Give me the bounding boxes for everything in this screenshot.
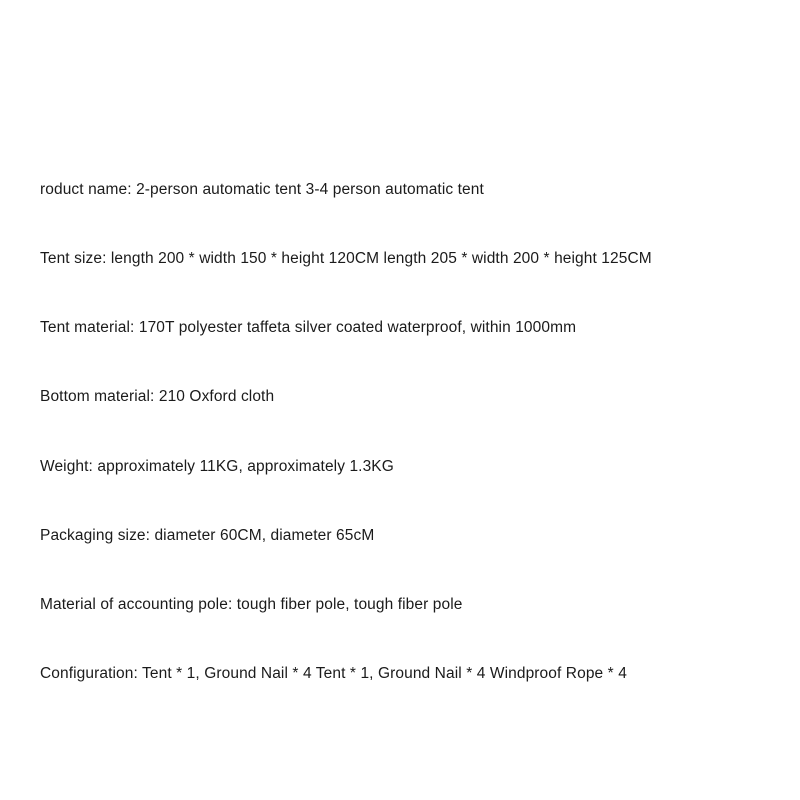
spec-line-configuration: Configuration: Tent * 1, Ground Nail * 4 Tent * 1, Ground Nail * 4 Windproof Rope * 4 <box>40 664 627 682</box>
product-spec-list <box>40 180 760 684</box>
spec-line-packaging-size: Packaging size: diameter 60CM, diameter 65cM <box>40 526 375 544</box>
spec-line-tent-size: Tent size: length 200 * width 150 * height 120CM length 205 * width 200 * height 125CM <box>40 250 652 268</box>
spec-line-tent-material: Tent material: 170T polyester taffeta silver coated waterproof, within 1000mm <box>40 319 577 337</box>
spec-line-product-name: roduct name: 2-person automatic tent 3-4 person automatic tent <box>40 181 484 198</box>
spec-line-pole-material: Material of accounting pole: tough fiber pole, tough fiber pole <box>40 595 463 613</box>
spec-line-bottom-material: Bottom material: 210 Oxford cloth <box>40 388 275 406</box>
spec-line-weight: Weight: approximately 11KG, approximately 1.3KG <box>40 457 394 475</box>
